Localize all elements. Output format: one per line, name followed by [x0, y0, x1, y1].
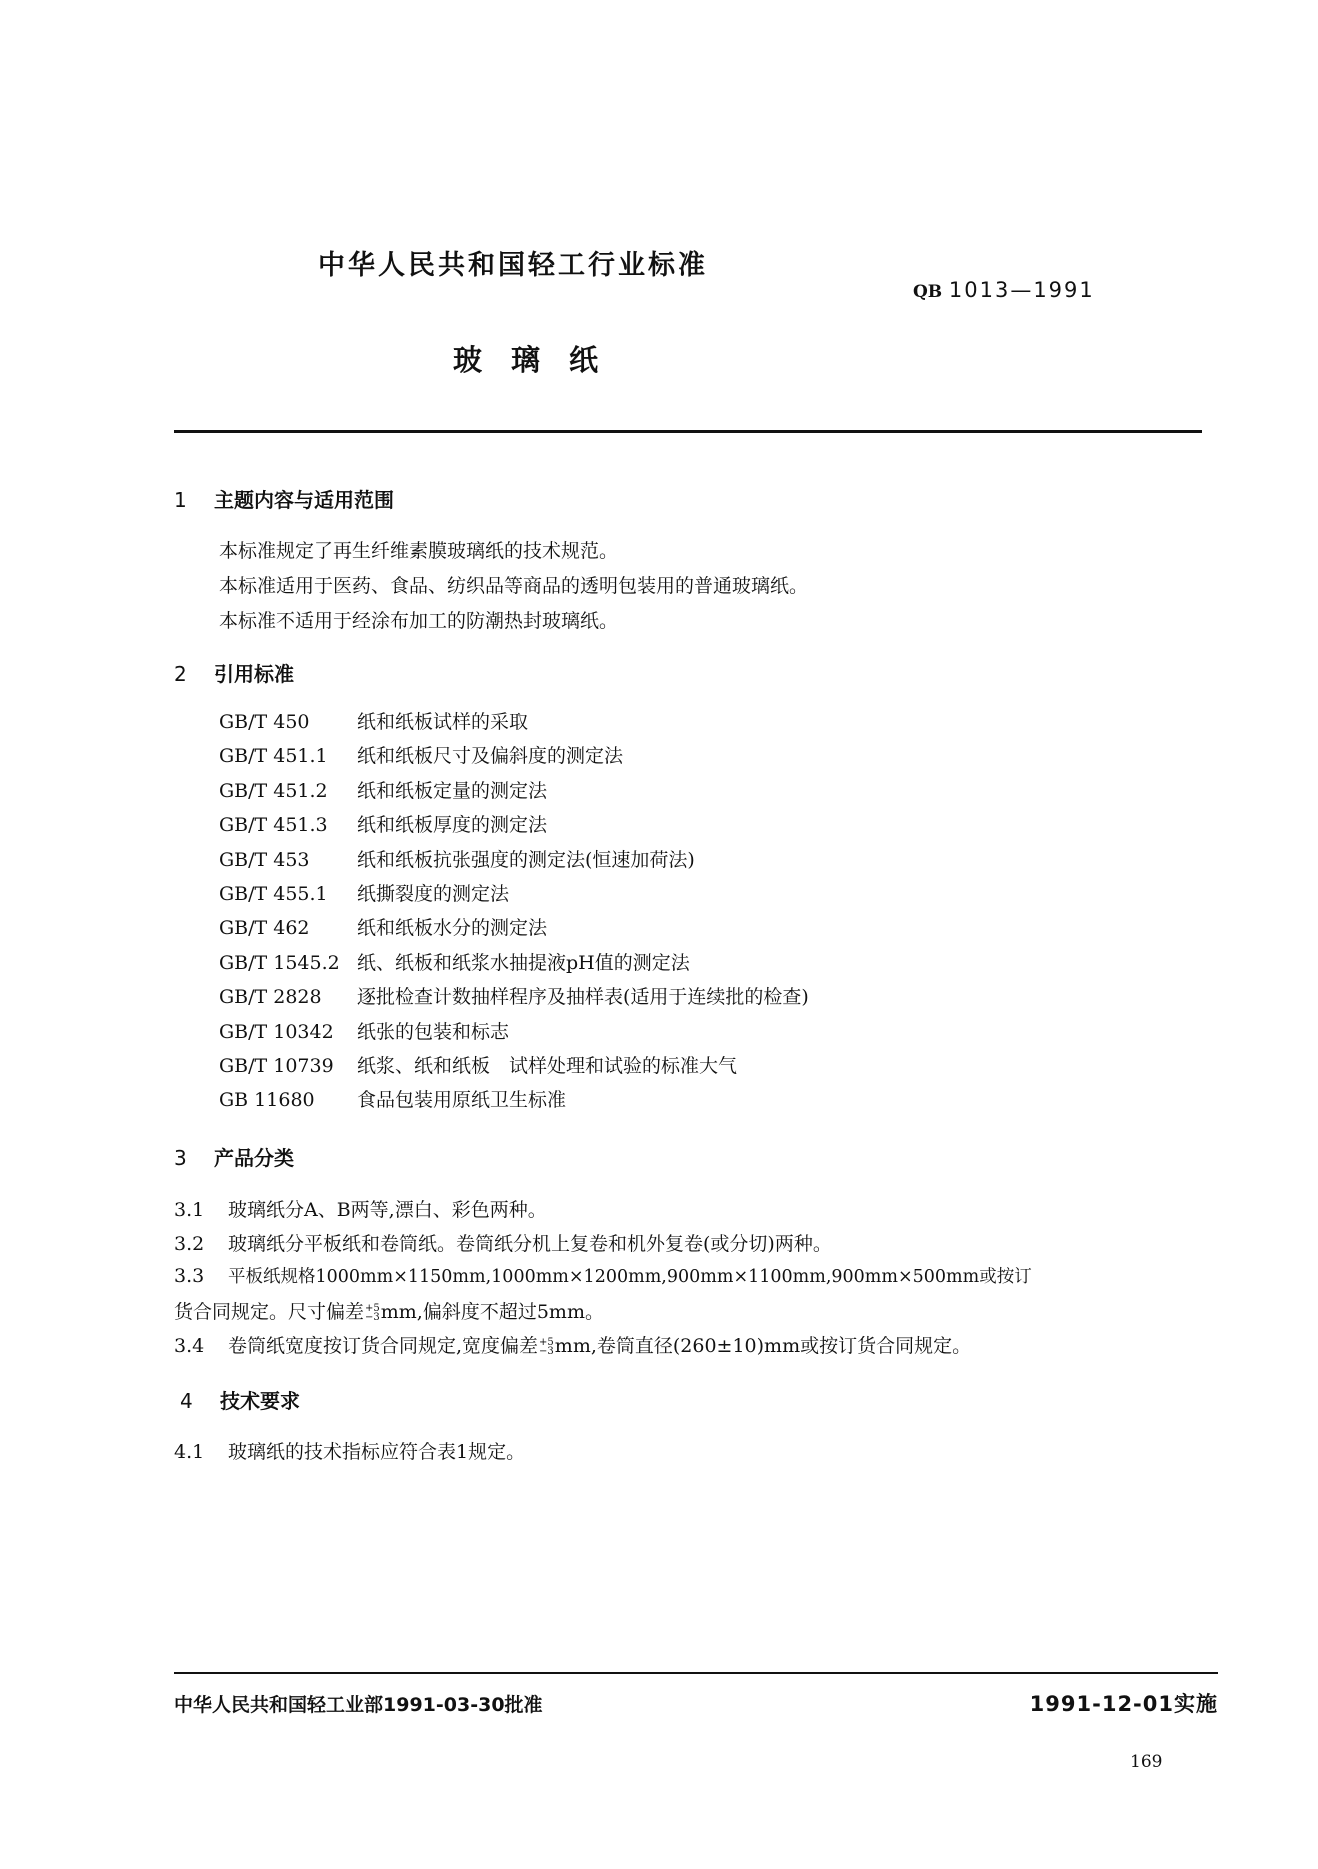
section-number: 4 [180, 1389, 193, 1413]
clause-text: 玻璃纸分A、B两等,漂白、彩色两种。 [228, 1199, 547, 1221]
clause-number: 3.3 [174, 1265, 205, 1287]
standard-title: 纸撕裂度的测定法 [357, 882, 510, 905]
clause-text: 玻璃纸的技术指标应符合表1规定。 [228, 1441, 526, 1463]
standard-title: 纸和纸板定量的测定法 [357, 779, 548, 802]
list-item [219, 877, 809, 911]
tolerance [539, 1338, 554, 1356]
section-title: 引用标准 [214, 662, 294, 686]
section-4-heading [180, 1385, 300, 1414]
clause-number: 3.2 [174, 1233, 205, 1255]
standard-code: GB/T 451.2 [219, 779, 328, 802]
section-number: 3 [174, 1146, 187, 1170]
clause-text: mm,偏斜度不超过5mm。 [380, 1301, 604, 1323]
clause-text: mm,卷筒直径(260±10)mm或按订货合同规定。 [554, 1335, 972, 1357]
standard-code: GB/T 2828 [219, 986, 322, 1009]
clause-3-2 [174, 1229, 832, 1256]
tolerance-lower: −3 [539, 1346, 554, 1357]
standard-code: GB 11680 [219, 1089, 315, 1112]
document-title: 玻 璃 纸 [453, 343, 599, 377]
clause-3-4 [174, 1331, 971, 1358]
clause-text: 平板纸规格1000mm×1150mm,1000mm×1200mm,900mm×1100mm,900mm×500mm或按订 [228, 1267, 1032, 1287]
section-1-paragraph: 本标准适用于医药、食品、纺织品等商品的透明包装用的普通玻璃纸。 [219, 575, 809, 597]
list-item [219, 911, 809, 945]
tolerance-upper: +5 [365, 1303, 380, 1314]
standard-title: 纸和纸板尺寸及偏斜度的测定法 [357, 745, 624, 768]
section-3-heading [174, 1142, 294, 1171]
standard-code: GB/T 462 [219, 917, 310, 940]
list-item [219, 739, 809, 773]
list-item [219, 774, 809, 808]
header-rule [174, 430, 1202, 433]
section-number: 1 [174, 488, 187, 512]
list-item [219, 1083, 809, 1117]
list-item [219, 980, 809, 1014]
section-number: 2 [174, 662, 187, 686]
standard-code: GB/T 453 [219, 848, 310, 871]
standard-title: 纸和纸板试样的采取 [357, 711, 529, 733]
standard-title: 纸和纸板厚度的测定法 [357, 814, 548, 837]
standard-prefix: QB [913, 282, 943, 302]
clause-number: 3.1 [174, 1199, 205, 1221]
standard-title: 纸浆、纸和纸板 试样处理和试验的标准大气 [357, 1054, 738, 1077]
section-1-paragraph: 本标准不适用于经涂布加工的防潮热封玻璃纸。 [219, 610, 619, 632]
tolerance [365, 1304, 380, 1322]
referenced-standards-list [219, 705, 809, 1118]
list-item [219, 705, 809, 739]
standard-code: GB/T 455.1 [219, 882, 328, 905]
standard-number [913, 278, 1095, 302]
approval-note: 中华人民共和国轻工业部1991-03-30批准 [174, 1694, 543, 1716]
clause-text: 货合同规定。尺寸偏差 [174, 1301, 365, 1323]
implementation-date: 1991-12-01实施 [1029, 1692, 1218, 1716]
tolerance-lower: −3 [365, 1312, 380, 1323]
standard-title: 纸、纸板和纸浆水抽提液pH值的测定法 [357, 951, 690, 974]
standard-title: 纸张的包装和标志 [357, 1020, 510, 1043]
clause-3-3 [174, 1263, 1032, 1288]
standard-code: 1013—1991 [948, 278, 1095, 302]
clause-text: 玻璃纸分平板纸和卷筒纸。卷筒纸分机上复卷和机外复卷(或分切)两种。 [228, 1233, 832, 1255]
clause-number: 4.1 [174, 1441, 205, 1463]
clause-3-3-continued [174, 1297, 604, 1324]
standard-title: 食品包装用原纸卫生标准 [357, 1089, 567, 1112]
section-2-heading [174, 658, 294, 687]
standard-title: 纸和纸板抗张强度的测定法(恒速加荷法) [357, 848, 695, 871]
issuing-body-title: 中华人民共和国轻工行业标准 [318, 250, 708, 281]
standard-code: GB/T 10342 [219, 1020, 334, 1043]
section-1-heading [174, 484, 394, 513]
section-title: 技术要求 [220, 1389, 300, 1413]
standard-code: GB/T 451.3 [219, 814, 328, 837]
clause-4-1 [174, 1437, 525, 1464]
list-item [219, 946, 809, 980]
section-1-paragraph: 本标准规定了再生纤维素膜玻璃纸的技术规范。 [219, 540, 619, 562]
standard-title: 逐批检查计数抽样程序及抽样表(适用于连续批的检查) [357, 986, 809, 1009]
standard-code: GB/T 10739 [219, 1054, 334, 1077]
section-title: 产品分类 [214, 1146, 294, 1170]
list-item [219, 843, 809, 877]
clause-text: 卷筒纸宽度按订货合同规定,宽度偏差 [228, 1335, 539, 1357]
standard-code: GB/T 1545.2 [219, 951, 340, 974]
page-number: 169 [1130, 1752, 1163, 1772]
clause-number: 3.4 [174, 1335, 205, 1357]
standard-code: GB/T 451.1 [219, 745, 328, 768]
section-title: 主题内容与适用范围 [214, 488, 394, 512]
standard-code: GB/T 450 [219, 711, 310, 733]
list-item [219, 808, 809, 842]
tolerance-upper: +5 [539, 1337, 554, 1348]
clause-3-1 [174, 1195, 547, 1222]
footer-rule [174, 1672, 1218, 1674]
standard-title: 纸和纸板水分的测定法 [357, 917, 548, 940]
list-item [219, 1049, 809, 1083]
list-item [219, 1015, 809, 1049]
